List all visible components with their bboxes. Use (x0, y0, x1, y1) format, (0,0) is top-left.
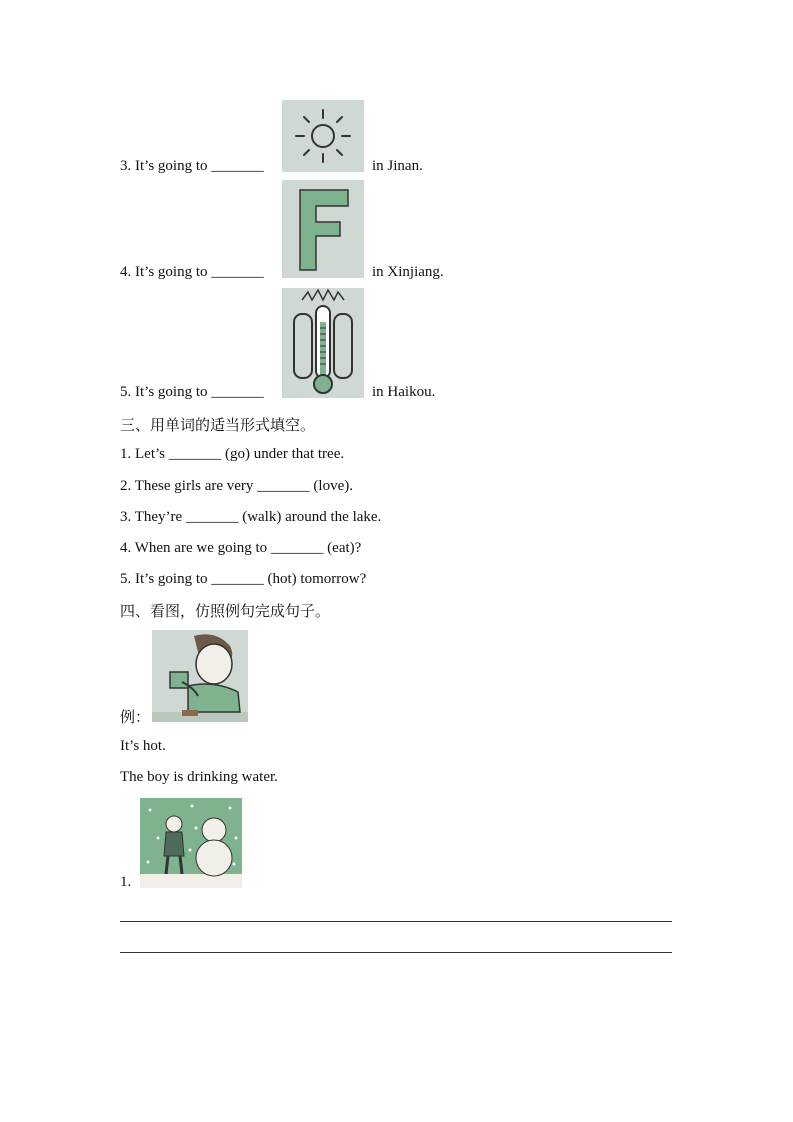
section-3-item-5: 5. It’s going to _______ (hot) tomorrow? (120, 571, 367, 587)
weather-item-3-prompt: It’s going to _______ (135, 158, 264, 174)
weather-item-4-prompt: It’s going to _______ (135, 264, 264, 280)
example-line-2: The boy is drinking water. (120, 769, 278, 785)
weather-item-3-location: in Jinan. (372, 158, 423, 174)
sun-icon (282, 100, 364, 172)
section-3-item-4: 4. When are we going to _______ (eat)? (120, 540, 362, 556)
example-label: 例： (120, 710, 151, 726)
question-1-label: 1. (120, 874, 132, 890)
snowman-picture (140, 798, 242, 888)
weather-item-3 (120, 158, 264, 175)
hot-thermometer-icon (282, 288, 364, 398)
answer-line-2[interactable] (120, 952, 672, 953)
weather-item-5-prompt: It’s going to _______ (135, 384, 264, 400)
example-line-1: It’s hot. (120, 738, 166, 754)
weather-item-4 (120, 264, 264, 281)
section-3-item-3: 3. They’re _______ (walk) around the lake. (120, 509, 382, 525)
weather-item-5-text: 5. (120, 384, 132, 400)
answer-line-1[interactable] (120, 921, 672, 922)
weather-item-5-location: in Haikou. (372, 384, 436, 400)
weather-item-5 (120, 384, 264, 401)
section-3-heading: 三、用单词的适当形式填空。 (120, 418, 316, 434)
boy-drinking-picture (152, 630, 248, 722)
weather-item-3-text: 3. (120, 158, 132, 174)
section-3-item-1: 1. Let’s _______ (go) under that tree. (120, 446, 345, 462)
section-3-item-2: 2. These girls are very _______ (love). (120, 478, 353, 494)
fahrenheit-icon (282, 180, 364, 278)
weather-item-4-text: 4. (120, 264, 132, 280)
section-4-heading: 四、看图，仿照例句完成句子。 (120, 604, 331, 620)
weather-item-4-location: in Xinjiang. (372, 264, 444, 280)
